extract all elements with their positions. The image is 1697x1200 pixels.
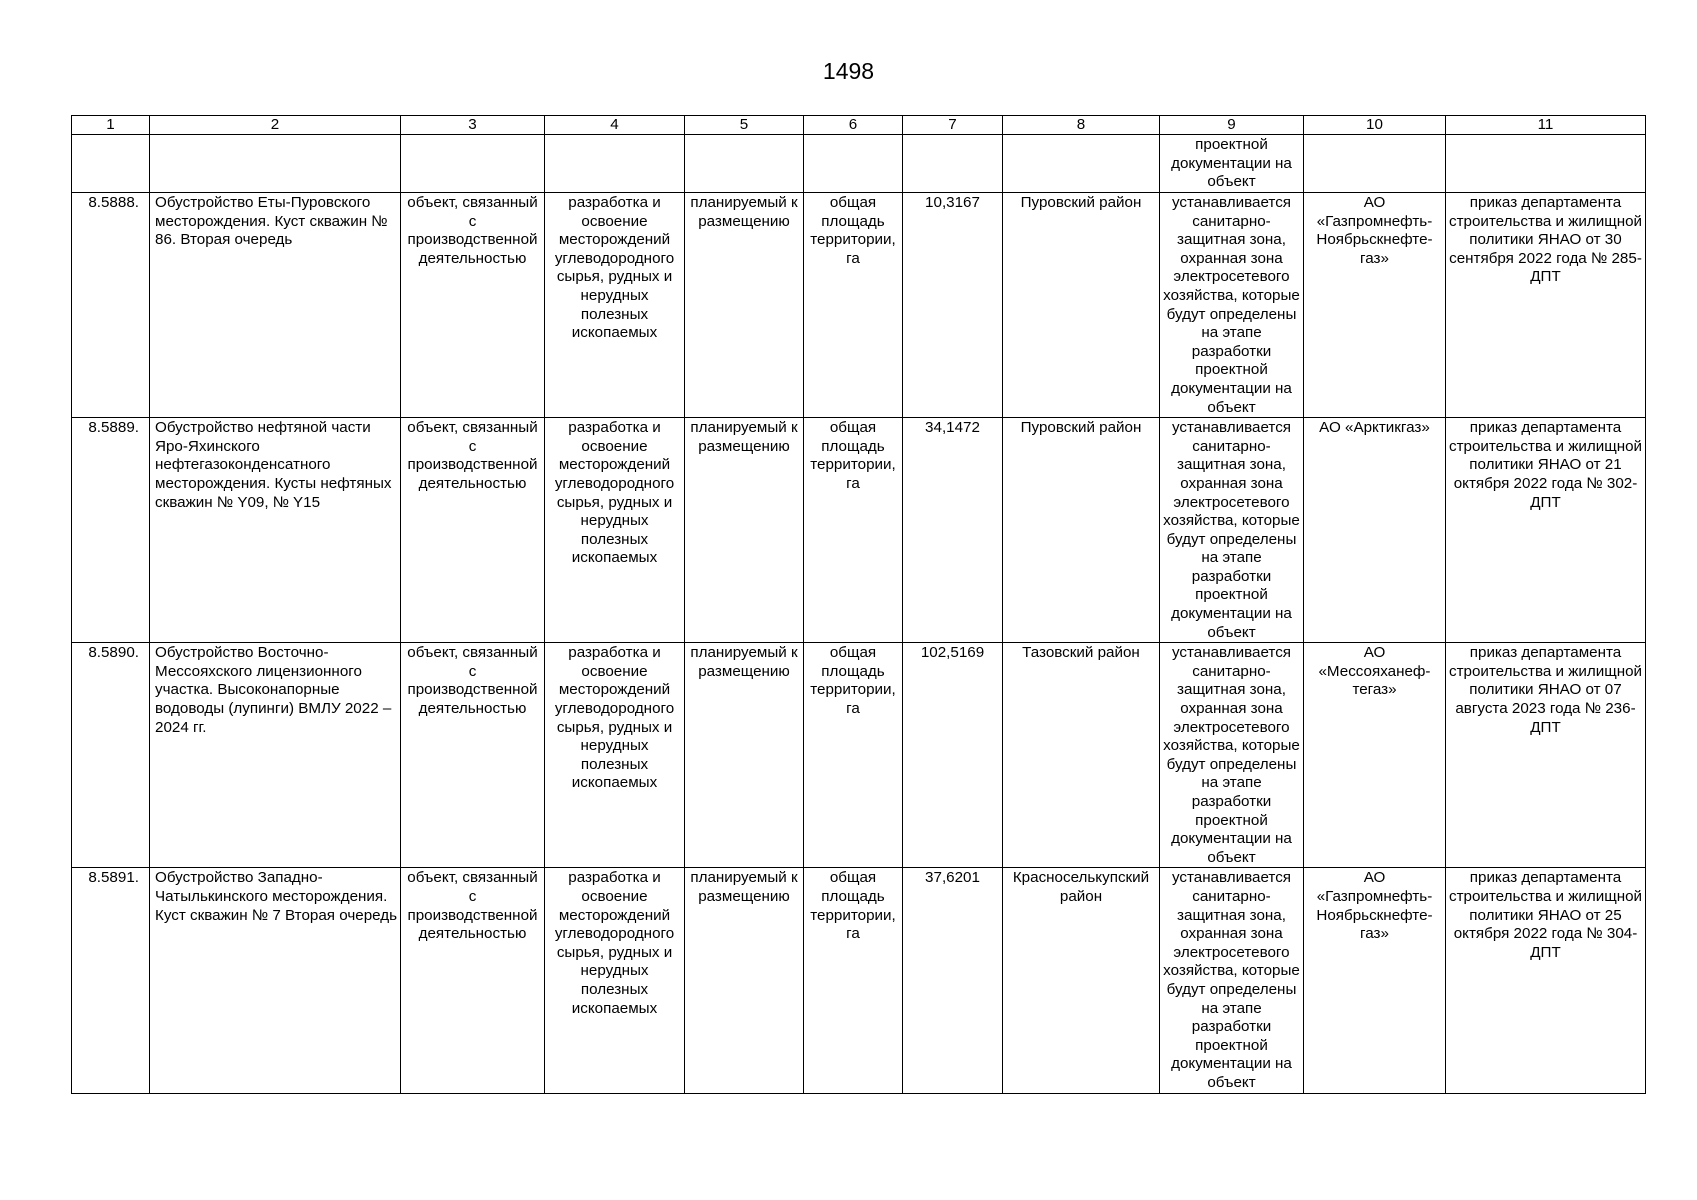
page-number: 1498 <box>822 58 875 84</box>
zones-cell: устанавливается санитарно-защитная зона, охранная зона электросетевого хозяйства, которые будут определены на этапе разработки проектной документации на объект <box>1160 643 1304 868</box>
location: Тазовский район <box>1003 643 1160 868</box>
object-name: Обустройство Западно-Чатылькинского месторождения. Куст скважин № 7 Вторая очередь <box>150 868 401 1093</box>
object-name: Обустройство нефтяной части Яро-Яхинского нефтегазоконденсатного месторождения. Кусты нефтяных скважин № Y09, № Y15 <box>150 418 401 643</box>
table-row <box>72 643 1646 868</box>
location: Пуровский район <box>1003 193 1160 418</box>
column-header: 7 <box>903 116 1003 135</box>
document-ref: приказ департамента строительства и жилищной политики ЯНАО от 25 октября 2022 года № 304-ДПТ <box>1446 868 1646 1093</box>
area-value: 37,6201 <box>903 868 1003 1093</box>
document-ref: приказ департамента строительства и жилищной политики ЯНАО от 30 сентября 2022 года № 285-ДПТ <box>1446 193 1646 418</box>
location: Пуровский район <box>1003 418 1160 643</box>
row-number: 8.5890. <box>72 643 150 868</box>
characteristic: общая площадь территории, га <box>804 868 903 1093</box>
table-cell <box>1304 135 1446 193</box>
table-cell <box>150 135 401 193</box>
object-status: планируемый к размещению <box>685 643 804 868</box>
characteristic: общая площадь территории, га <box>804 193 903 418</box>
table-cell <box>903 135 1003 193</box>
row-number: 8.5891. <box>72 868 150 1093</box>
table-row <box>72 418 1646 643</box>
column-header: 10 <box>1304 116 1446 135</box>
column-number-row <box>72 116 1646 135</box>
characteristic: общая площадь территории, га <box>804 643 903 868</box>
table-cell <box>685 135 804 193</box>
table-cell <box>72 135 150 193</box>
table-cell <box>804 135 903 193</box>
column-header: 3 <box>401 116 545 135</box>
table-cell <box>545 135 685 193</box>
object-status: планируемый к размещению <box>685 193 804 418</box>
column-header: 5 <box>685 116 804 135</box>
continuation-row <box>72 135 1646 193</box>
object-status: планируемый к размещению <box>685 868 804 1093</box>
area-value: 34,1472 <box>903 418 1003 643</box>
zones-cell: устанавливается санитарно-защитная зона, охранная зона электросетевого хозяйства, которые будут определены на этапе разработки проектной документации на объект <box>1160 418 1304 643</box>
zones-cell: проектной документации на объект <box>1160 135 1304 193</box>
table-cell <box>401 135 545 193</box>
object-type: объект, связанный с производственной деятельностью <box>401 418 545 643</box>
object-name: Обустройство Еты-Пуровского месторождения. Куст скважин № 86. Вторая очередь <box>150 193 401 418</box>
column-header: 11 <box>1446 116 1646 135</box>
organization: АО «Газпромнефть-Ноябрьскнефте-газ» <box>1304 868 1446 1093</box>
object-purpose: разработка и освоение месторождений углеводородного сырья, рудных и нерудных полезных ископаемых <box>545 418 685 643</box>
object-status: планируемый к размещению <box>685 418 804 643</box>
table-cell <box>1003 135 1160 193</box>
row-number: 8.5888. <box>72 193 150 418</box>
column-header: 9 <box>1160 116 1304 135</box>
document-ref: приказ департамента строительства и жилищной политики ЯНАО от 21 октября 2022 года № 302-ДПТ <box>1446 418 1646 643</box>
zones-cell: устанавливается санитарно-защитная зона, охранная зона электросетевого хозяйства, которые будут определены на этапе разработки проектной документации на объект <box>1160 193 1304 418</box>
table-row <box>72 193 1646 418</box>
registry-table <box>71 115 1646 1094</box>
column-header: 1 <box>72 116 150 135</box>
organization: АО «Мессояханеф-тегаз» <box>1304 643 1446 868</box>
object-type: объект, связанный с производственной деятельностью <box>401 868 545 1093</box>
object-purpose: разработка и освоение месторождений углеводородного сырья, рудных и нерудных полезных ископаемых <box>545 643 685 868</box>
table-cell <box>1446 135 1646 193</box>
object-type: объект, связанный с производственной деятельностью <box>401 193 545 418</box>
row-number: 8.5889. <box>72 418 150 643</box>
area-value: 10,3167 <box>903 193 1003 418</box>
column-header: 2 <box>150 116 401 135</box>
area-value: 102,5169 <box>903 643 1003 868</box>
zones-cell: устанавливается санитарно-защитная зона, охранная зона электросетевого хозяйства, которые будут определены на этапе разработки проектной документации на объект <box>1160 868 1304 1093</box>
document-ref: приказ департамента строительства и жилищной политики ЯНАО от 07 августа 2023 года № 236-ДПТ <box>1446 643 1646 868</box>
location: Красноселькупский район <box>1003 868 1160 1093</box>
organization: АО «Арктикгаз» <box>1304 418 1446 643</box>
column-header: 4 <box>545 116 685 135</box>
column-header: 8 <box>1003 116 1160 135</box>
object-purpose: разработка и освоение месторождений углеводородного сырья, рудных и нерудных полезных ископаемых <box>545 868 685 1093</box>
object-name: Обустройство Восточно-Мессояхского лицензионного участка. Высоконапорные водоводы (лупинги) ВМЛУ 2022 – 2024 гг. <box>150 643 401 868</box>
column-header: 6 <box>804 116 903 135</box>
object-type: объект, связанный с производственной деятельностью <box>401 643 545 868</box>
characteristic: общая площадь территории, га <box>804 418 903 643</box>
table-row <box>72 868 1646 1093</box>
organization: АО «Газпромнефть-Ноябрьскнефте-газ» <box>1304 193 1446 418</box>
object-purpose: разработка и освоение месторождений углеводородного сырья, рудных и нерудных полезных ископаемых <box>545 193 685 418</box>
